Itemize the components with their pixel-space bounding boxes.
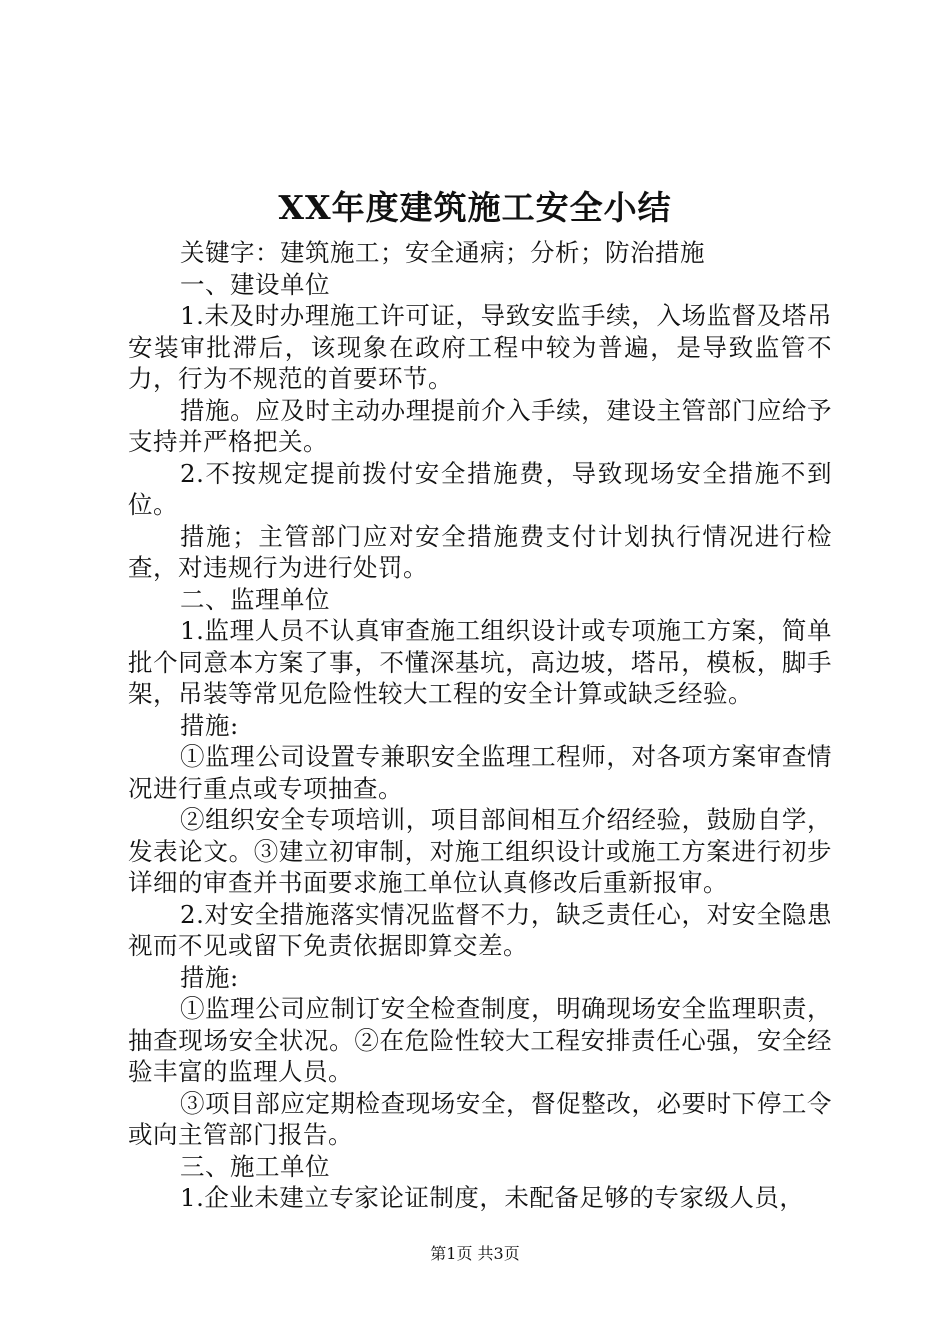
paragraph: ①监理公司设置专兼职安全监理工程师，对各项方案审查情况进行重点或专项抽查。 (128, 742, 832, 803)
paragraph: 2.不按规定提前拨付安全措施费，导致现场安全措施不到位。 (128, 458, 832, 519)
paragraph: 措施: (180, 962, 239, 992)
paragraph: ③项目部应定期检查现场安全，督促整改，必要时下停工令或向主管部门报告。 (128, 1088, 832, 1149)
keywords-line: 关键字：建筑施工；安全通病；分析；防治措施 (180, 238, 705, 267)
section-heading: 一、建设单位 (180, 269, 330, 299)
document-body (128, 237, 832, 1214)
paragraph: ②组织安全专项培训，项目部间相互介绍经验，鼓励自学，发表论文。③建立初审制，对施工组织设计或施工方案进行初步详细的审查并书面要求施工单位认真修改后重新报审。 (128, 805, 832, 897)
paragraph: 措施。应及时主动办理提前介入手续，建设主管部门应给予支持并严格把关。 (128, 395, 832, 456)
document-title: XX年度建筑施工安全小结 (278, 188, 672, 227)
paragraph: 措施；主管部门应对安全措施费支付计划执行情况进行检查，对违规行为进行处罚。 (128, 521, 832, 582)
paragraph: 1.未及时办理施工许可证，导致安监手续，入场监督及塔吊安装审批滞后，该现象在政府工程中较为普遍，是导致监管不力，行为不规范的首要环节。 (128, 301, 832, 393)
section-heading: 三、施工单位 (180, 1151, 330, 1181)
paragraph: 2.对安全措施落实情况监督不力，缺乏责任心，对安全隐患视而不见或留下免责依据即算交差。 (128, 899, 832, 960)
paragraph: 措施: (180, 710, 239, 740)
section-heading: 二、监理单位 (180, 584, 330, 614)
paragraph: 1.监理人员不认真审查施工组织设计或专项施工方案，简单批个同意本方案了事，不懂深基坑，高边坡，塔吊，模板，脚手架，吊装等常见危险性较大工程的安全计算或缺乏经验。 (128, 616, 832, 708)
page-footer: 第1页 共3页 (430, 1244, 520, 1263)
paragraph: ①监理公司应制订安全检查制度，明确现场安全监理职责，抽查现场安全状况。②在危险性较大工程安排责任心强，安全经验丰富的监理人员。 (128, 994, 832, 1086)
paragraph: 1.企业未建立专家论证制度，未配备足够的专家级人员， (180, 1183, 805, 1212)
